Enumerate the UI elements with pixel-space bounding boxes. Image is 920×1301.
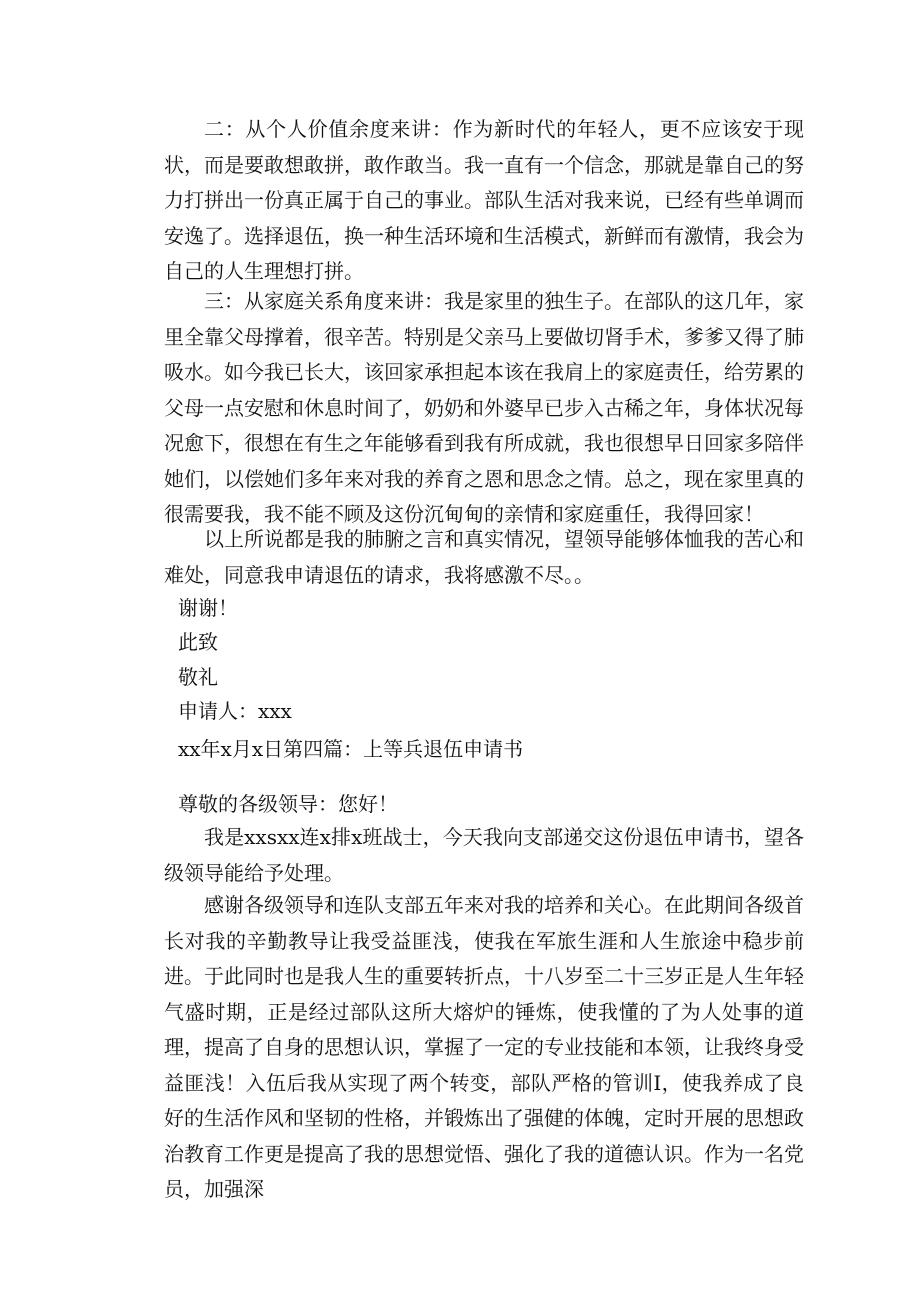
applicant-line: 申请人：xxx [178, 699, 292, 723]
paragraph-personal-value: 二：从个人价值余度来讲：作为新时代的年轻人，更不应该安于现状，而是要敢想敢拼，敢作敢当。我一直有一个信念，那就是靠自己的努力打拼出一份真正属于自己的事业。部队生活对我来说，已经有些单调而安逸了。选择退伍，换一种生活环境和生活模式，新鲜而有激情，我会为自己的人生理想打拼。 [164, 117, 804, 283]
letter-gratitude-paragraph: 感谢各级领导和连队支部五年来对我的培养和关心。在此期间各级首长对我的辛勤教导让我受益匪浅，使我在军旅生涯和人生旅途中稳步前进。于此同时也是我人生的重要转折点，十八岁至二十三岁正是人生年轻气盛时期，正是经过部队这所大熔炉的锤炼，使我懂的了为人处事的道理，提高了自身的思想认识，掌握了一定的专业技能和本领，让我终身受益匪浅！入伍后我从实现了两个转变，部队严格的管训I，使我养成了良好的生活作风和坚韧的性格，并锻炼出了强健的体魄，定时开展的思想政治教育工作更是提高了我的思想觉悟、强化了我的道德认识。作为一名党员，加强深 [164, 893, 804, 1201]
thanks-line: 谢谢！ [178, 596, 238, 620]
letter-intro-paragraph: 我是xxsxx连x排x班战士，今天我向支部递交这份退伍申请书，望各级领导能给予处理。 [164, 825, 804, 885]
date-and-next-title: xx年x月x日第四篇：上等兵退伍申请书 [178, 737, 524, 761]
paragraph-family-relations: 三：从家庭关系角度来讲：我是家里的独生子。在部队的这几年，家里全靠父母撑着，很辛苦。特别是父亲马上要做切肾手术，爹爹又得了肺吸水。如今我已长大，该回家承担起本该在我肩上的家庭责任，给劳累的父母一点安慰和休息时间了，奶奶和外婆早已步入古稀之年，身体状况每况愈下，很想在有生之年能够看到我有所成就，我也很想早日回家多陪伴她们，以偿她们多年来对我的养育之恩和思念之情。总之，现在家里真的很需要我，我不能不顾及这份沉甸甸的亲情和家庭重任，我得回家！ [164, 289, 804, 526]
salutation-cizhi: 此致 [178, 630, 218, 654]
letter-greeting: 尊敬的各级领导：您好！ [178, 792, 398, 816]
salutation-jingli: 敬礼 [178, 665, 218, 689]
paragraph-conclusion: 以上所说都是我的肺腑之言和真实情况，望领导能够体恤我的苦心和难处，同意我申请退伍的请求，我将感激不尽。。 [164, 527, 804, 587]
